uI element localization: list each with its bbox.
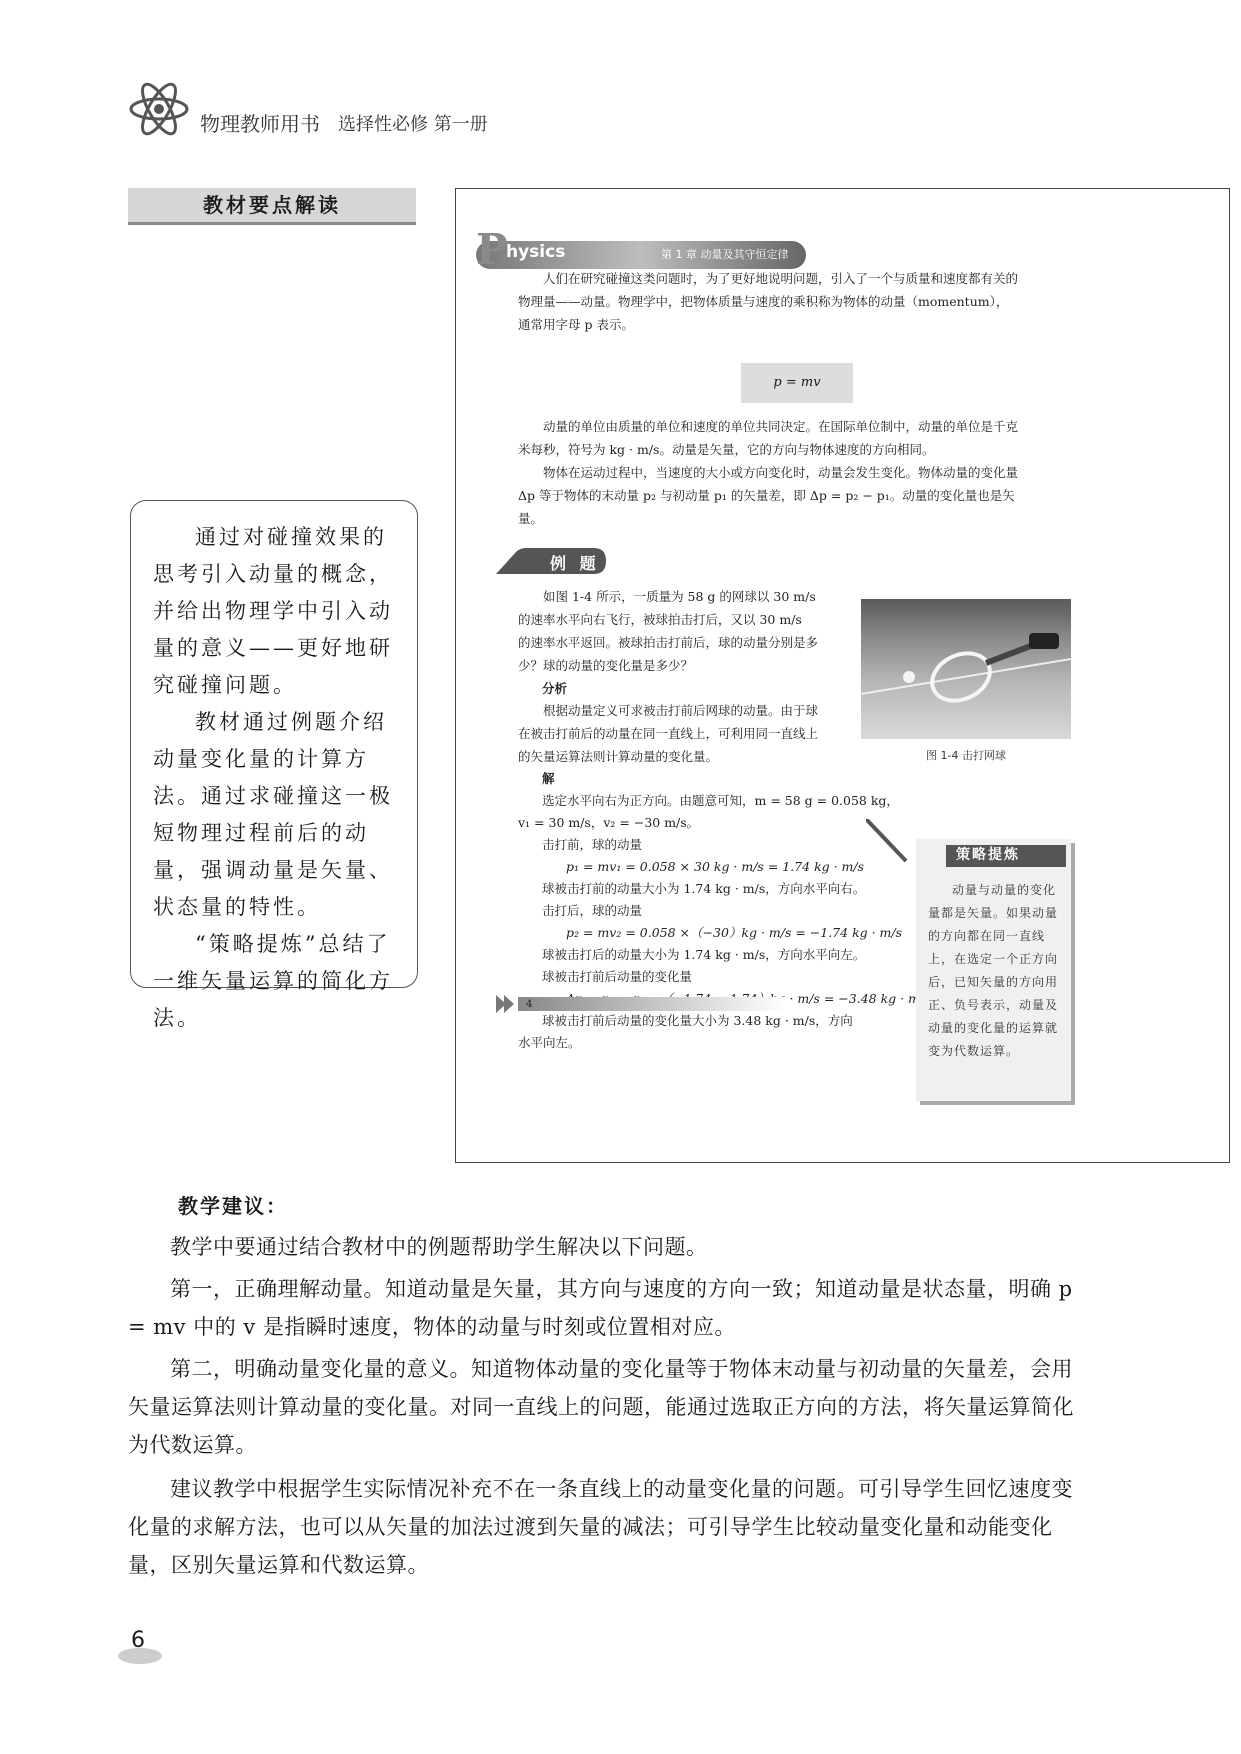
- solution-line: 击打前，球的动量: [542, 837, 643, 852]
- analysis-title: 分析: [542, 681, 568, 696]
- solution-title: 解: [542, 771, 555, 786]
- solution-line: 水平向左。: [518, 1035, 581, 1050]
- book-page-number: 4: [526, 999, 533, 1010]
- solution-line: v₁ = 30 m/s，v₂ = −30 m/s。: [518, 815, 700, 830]
- advice-text: 教学中要通过结合教材中的例题帮助学生解决以下问题。: [170, 1235, 708, 1259]
- advice-paragraph: [128, 1228, 1083, 1266]
- physics-word: hysics: [506, 242, 566, 262]
- solution-line: 球被击打前的动量大小为 1.74 kg · m/s，方向水平向右。: [542, 881, 866, 896]
- advice-paragraph: [128, 1270, 1083, 1346]
- header-title: 物理教师用书: [200, 112, 320, 136]
- note-paragraph: “策略提炼”总结了一维矢量运算的简化方法。: [153, 932, 393, 1030]
- analysis-text: 根据动量定义可求被击打前后网球的动量。由于球在被击打前后的动量在同一直线上，可利用同一直线上的矢量运算法则计算动量的变化量。: [518, 703, 819, 764]
- note-box: [130, 500, 418, 1030]
- figure-caption: 图 1-4 击打网球: [926, 749, 1006, 762]
- advice-title: 教学建议：: [178, 1194, 288, 1218]
- tennis-photo: [861, 599, 1071, 739]
- page-arrow-bar: [496, 995, 786, 1013]
- solution-line: p₂ = mv₂ = 0.058 ×（−30）kg · m/s = −1.74 kg · m/s: [566, 925, 903, 940]
- advice-text: 建议教学中根据学生实际情况补充不在一条直线上的动量变化量的问题。可引导学生回忆速度变化量的求解方法，也可以从矢量的加法过渡到矢量的减法；可引导学生比较动量变化量和动能变化量，区别矢量运算和代数运算。: [128, 1477, 1073, 1577]
- solution-line: · m/s = −3.48 kg ·: [789, 991, 905, 1006]
- tennis-racket-icon: [861, 599, 1071, 739]
- chapter-label: 第 1 章 动量及其守恒定律: [661, 248, 789, 261]
- solution-line: p₁ = mv₁ = 0.058 × 30 kg · m/s = 1.74 kg · m/s: [566, 859, 865, 874]
- book-paragraph-2: 动量的单位由质量的单位和速度的单位共同决定。在国际单位制中，动量的单位是千克米每秒，符号为 kg · m/s。动量是矢量，它的方向与物体速度的方向相同。: [518, 419, 1019, 457]
- advice-text: 第一，正确理解动量。知道动量是矢量，其方向与速度的方向一致；知道动量是状态量，明确 p = mv 中的 v 是指瞬时速度，物体的动量与时刻或位置相对应。: [128, 1277, 1073, 1339]
- advice-paragraph: [128, 1350, 1083, 1464]
- physics-P-letter: P: [476, 225, 508, 274]
- advice-paragraph: [128, 1470, 1083, 1584]
- solution-line: 击打后，球的动量: [542, 903, 643, 918]
- example-text: 如图 1-4 所示，一质量为 58 g 的网球以 30 m/s 的速率水平向右飞行，被球拍击打后，又以 30 m/s 的速率水平返回。被球拍击打前后，球的动量分别是多少？球的动量的变化量是多少？: [518, 589, 819, 673]
- advice-text: 第二，明确动量变化量的意义。知道物体动量的变化量等于物体末动量与初动量的矢量差，会用矢量运算法则计算动量的变化量。对同一直线上的问题，能通过选取正方向的方法，将矢量运算简化为代数运算。: [128, 1357, 1074, 1457]
- strategy-text: 动量与动量的变化量都是矢量。如果动量的方向都在同一直线上，在选定一个正方向后，已知矢量的方向用正、负号表示，动量及动量的变化量的运算就变为代数运算。: [928, 883, 1059, 1058]
- page-number: 6: [131, 1628, 145, 1653]
- solution-line: 球被击打前后动量的变化量: [542, 969, 693, 984]
- solution-line: 球被击打前后动量的变化量大小为 3.48 kg · m/s，方向: [542, 1013, 853, 1028]
- strategy-title: 策略提炼: [956, 847, 1020, 863]
- book-paragraph-1: 人们在研究碰撞这类问题时，为了更好地说明问题，引入了一个与质量和速度都有关的物理量——动量。物理学中，把物体质量与速度的乘积称为物体的动量（momentum），通常用字母 p 表示。: [518, 271, 1019, 332]
- header-subtitle: 选择性必修 第一册: [338, 114, 488, 135]
- solution-line: 选定水平向右为正方向。由题意可知，m = 58 g = 0.058 kg，: [542, 793, 899, 808]
- solution-line: 球被击打后的动量大小为 1.74 kg · m/s，方向水平向左。: [542, 947, 866, 962]
- note-paragraph: 通过对碰撞效果的思考引入动量的概念，并给出物理学中引入动量的意义——更好地研究碰撞问题。: [153, 525, 393, 697]
- book-paragraph-3: 物体在运动过程中，当速度的大小或方向变化时，动量会发生变化。物体动量的变化量 Δp 等于物体的末动量 p₂ 与初动量 p₁ 的矢量差，即 Δp = p₂ − p₁。动量的变化量也是矢量。: [518, 465, 1019, 526]
- section-tag: 教材要点解读: [128, 188, 416, 225]
- formula-box: p = mv: [741, 363, 853, 403]
- textbook-page-image: [455, 188, 1230, 1163]
- note-paragraph: 教材通过例题介绍动量变化量的计算方法。通过求碰撞这一极短物理过程前后的动量，强调动量是矢量、状态量的特性。: [153, 710, 393, 919]
- example-label: 例 题: [550, 554, 600, 573]
- atom-logo-icon: [128, 78, 190, 140]
